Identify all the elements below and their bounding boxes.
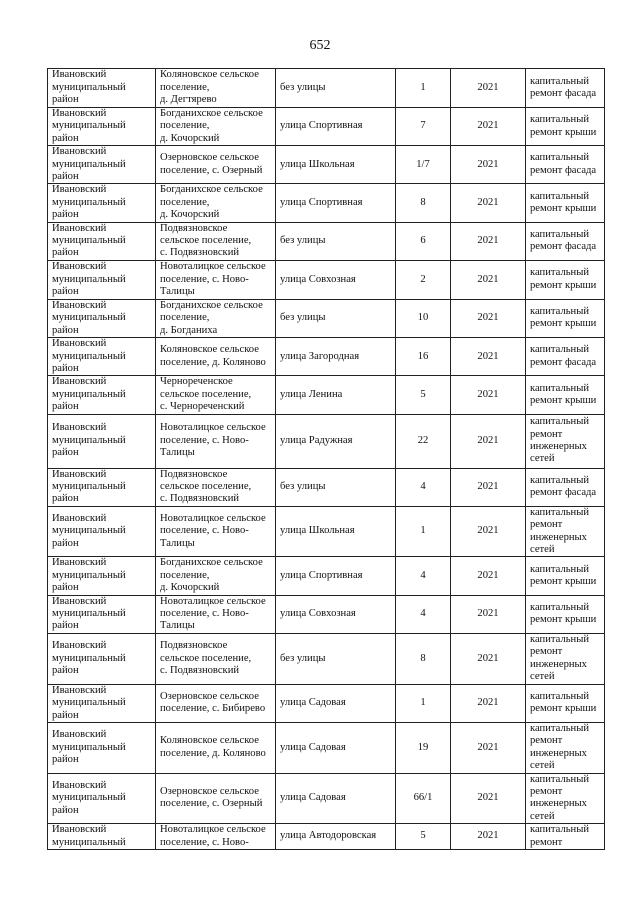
house-number-cell: 2	[396, 260, 451, 299]
year-cell: 2021	[451, 260, 526, 299]
work-type-cell: капитальный ремонт крыши	[526, 376, 605, 414]
work-type-cell: капитальный ремонт инженерных сетей	[526, 723, 605, 774]
house-number-cell: 22	[396, 414, 451, 468]
work-type-cell: капитальный ремонт крыши	[526, 595, 605, 633]
settlement-cell: Чернореченское сельское поселение, с. Чернореченский	[156, 376, 276, 414]
year-cell: 2021	[451, 376, 526, 414]
district-cell: Ивановский муниципальный район	[48, 338, 156, 376]
district-cell: Ивановский муниципальный район	[48, 633, 156, 684]
district-cell: Ивановский муниципальный район	[48, 773, 156, 824]
work-type-cell: капитальный ремонт инженерных сетей	[526, 773, 605, 824]
house-number-cell: 8	[396, 633, 451, 684]
house-number-cell: 16	[396, 338, 451, 376]
house-number-cell: 1	[396, 684, 451, 722]
settlement-cell: Подвязновское сельское поселение, с. Подвязновский	[156, 633, 276, 684]
settlement-cell: Подвязновское сельское поселение, с. Подвязновский	[156, 222, 276, 260]
table-row	[48, 633, 605, 684]
settlement-cell: Богданихское сельское поселение, д. Кочорский	[156, 108, 276, 146]
house-number-cell: 1/7	[396, 146, 451, 184]
table-row	[48, 338, 605, 376]
table-row	[48, 260, 605, 299]
settlement-cell: Озерновское сельское поселение, с. Бибирево	[156, 684, 276, 722]
street-cell: улица Автодоровская	[276, 824, 396, 850]
work-type-cell: капитальный ремонт фасада	[526, 222, 605, 260]
settlement-cell: Коляновское сельское поселение, д. Коляново	[156, 338, 276, 376]
year-cell: 2021	[451, 723, 526, 774]
work-type-cell: капитальный ремонт фасада	[526, 146, 605, 184]
settlement-cell: Богданихское сельское поселение, д. Кочорский	[156, 184, 276, 222]
year-cell: 2021	[451, 506, 526, 557]
table-row	[48, 299, 605, 337]
district-cell: Ивановский муниципальный район	[48, 69, 156, 108]
table-row	[48, 108, 605, 146]
table-row	[48, 773, 605, 824]
settlement-cell: Новоталицкое сельское поселение, с. Ново- Талицы	[156, 414, 276, 468]
street-cell: без улицы	[276, 468, 396, 506]
district-cell: Ивановский муниципальный район	[48, 108, 156, 146]
year-cell: 2021	[451, 338, 526, 376]
district-cell: Ивановский муниципальный район	[48, 506, 156, 557]
year-cell: 2021	[451, 146, 526, 184]
year-cell: 2021	[451, 299, 526, 337]
settlement-cell: Озерновское сельское поселение, с. Озерный	[156, 773, 276, 824]
work-type-cell: капитальный ремонт инженерных сетей	[526, 506, 605, 557]
settlement-cell: Богданихское сельское поселение, д. Кочорский	[156, 557, 276, 595]
house-number-cell: 7	[396, 108, 451, 146]
work-type-cell: капитальный ремонт крыши	[526, 557, 605, 595]
table-row	[48, 506, 605, 557]
settlement-cell: Коляновское сельское поселение, д. Дегтярево	[156, 69, 276, 108]
street-cell: без улицы	[276, 633, 396, 684]
street-cell: улица Садовая	[276, 684, 396, 722]
settlement-cell: Богданихское сельское поселение, д. Богданиха	[156, 299, 276, 337]
district-cell: Ивановский муниципальный район	[48, 146, 156, 184]
street-cell: улица Садовая	[276, 773, 396, 824]
year-cell: 2021	[451, 773, 526, 824]
house-number-cell: 66/1	[396, 773, 451, 824]
house-number-cell: 10	[396, 299, 451, 337]
district-cell: Ивановский муниципальный	[48, 824, 156, 850]
house-number-cell: 1	[396, 69, 451, 108]
house-number-cell: 1	[396, 506, 451, 557]
district-cell: Ивановский муниципальный район	[48, 414, 156, 468]
settlement-cell: Озерновское сельское поселение, с. Озерный	[156, 146, 276, 184]
objects-table	[47, 68, 605, 850]
street-cell: улица Школьная	[276, 146, 396, 184]
street-cell: улица Ленина	[276, 376, 396, 414]
work-type-cell: капитальный ремонт фасада	[526, 468, 605, 506]
year-cell: 2021	[451, 69, 526, 108]
year-cell: 2021	[451, 633, 526, 684]
year-cell: 2021	[451, 108, 526, 146]
district-cell: Ивановский муниципальный район	[48, 557, 156, 595]
district-cell: Ивановский муниципальный район	[48, 376, 156, 414]
year-cell: 2021	[451, 557, 526, 595]
district-cell: Ивановский муниципальный район	[48, 222, 156, 260]
house-number-cell: 4	[396, 595, 451, 633]
work-type-cell: капитальный ремонт фасада	[526, 69, 605, 108]
house-number-cell: 5	[396, 376, 451, 414]
street-cell: без улицы	[276, 222, 396, 260]
street-cell: без улицы	[276, 69, 396, 108]
work-type-cell: капитальный ремонт крыши	[526, 108, 605, 146]
settlement-cell: Новоталицкое сельское поселение, с. Ново-	[156, 824, 276, 850]
table-row	[48, 376, 605, 414]
house-number-cell: 4	[396, 557, 451, 595]
table-row	[48, 414, 605, 468]
district-cell: Ивановский муниципальный район	[48, 468, 156, 506]
street-cell: улица Спортивная	[276, 108, 396, 146]
table-row	[48, 557, 605, 595]
year-cell: 2021	[451, 414, 526, 468]
street-cell: улица Загородная	[276, 338, 396, 376]
house-number-cell: 19	[396, 723, 451, 774]
work-type-cell: капитальный ремонт крыши	[526, 184, 605, 222]
district-cell: Ивановский муниципальный район	[48, 184, 156, 222]
year-cell: 2021	[451, 595, 526, 633]
street-cell: без улицы	[276, 299, 396, 337]
street-cell: улица Совхозная	[276, 260, 396, 299]
district-cell: Ивановский муниципальный район	[48, 299, 156, 337]
settlement-cell: Новоталицкое сельское поселение, с. Ново- Талицы	[156, 506, 276, 557]
district-cell: Ивановский муниципальный район	[48, 595, 156, 633]
district-cell: Ивановский муниципальный район	[48, 260, 156, 299]
house-number-cell: 5	[396, 824, 451, 850]
work-type-cell: капитальный ремонт инженерных сетей	[526, 414, 605, 468]
table-row	[48, 723, 605, 774]
year-cell: 2021	[451, 184, 526, 222]
district-cell: Ивановский муниципальный район	[48, 684, 156, 722]
street-cell: улица Радужная	[276, 414, 396, 468]
district-cell: Ивановский муниципальный район	[48, 723, 156, 774]
table-row	[48, 184, 605, 222]
settlement-cell: Подвязновское сельское поселение, с. Подвязновский	[156, 468, 276, 506]
house-number-cell: 8	[396, 184, 451, 222]
table-row	[48, 595, 605, 633]
table-row	[48, 146, 605, 184]
settlement-cell: Новоталицкое сельское поселение, с. Ново- Талицы	[156, 260, 276, 299]
house-number-cell: 4	[396, 468, 451, 506]
work-type-cell: капитальный ремонт крыши	[526, 684, 605, 722]
table-row	[48, 824, 605, 850]
year-cell: 2021	[451, 468, 526, 506]
settlement-cell: Коляновское сельское поселение, д. Коляново	[156, 723, 276, 774]
table-row	[48, 468, 605, 506]
house-number-cell: 6	[396, 222, 451, 260]
street-cell: улица Садовая	[276, 723, 396, 774]
street-cell: улица Совхозная	[276, 595, 396, 633]
table-row	[48, 222, 605, 260]
work-type-cell: капитальный ремонт крыши	[526, 299, 605, 337]
work-type-cell: капитальный ремонт инженерных сетей	[526, 633, 605, 684]
street-cell: улица Школьная	[276, 506, 396, 557]
settlement-cell: Новоталицкое сельское поселение, с. Ново- Талицы	[156, 595, 276, 633]
street-cell: улица Спортивная	[276, 557, 396, 595]
year-cell: 2021	[451, 824, 526, 850]
work-type-cell: капитальный ремонт фасада	[526, 338, 605, 376]
work-type-cell: капитальный ремонт	[526, 824, 605, 850]
table-row	[48, 69, 605, 108]
street-cell: улица Спортивная	[276, 184, 396, 222]
page-number: 652	[309, 38, 331, 53]
year-cell: 2021	[451, 222, 526, 260]
work-type-cell: капитальный ремонт крыши	[526, 260, 605, 299]
table-row	[48, 684, 605, 722]
year-cell: 2021	[451, 684, 526, 722]
